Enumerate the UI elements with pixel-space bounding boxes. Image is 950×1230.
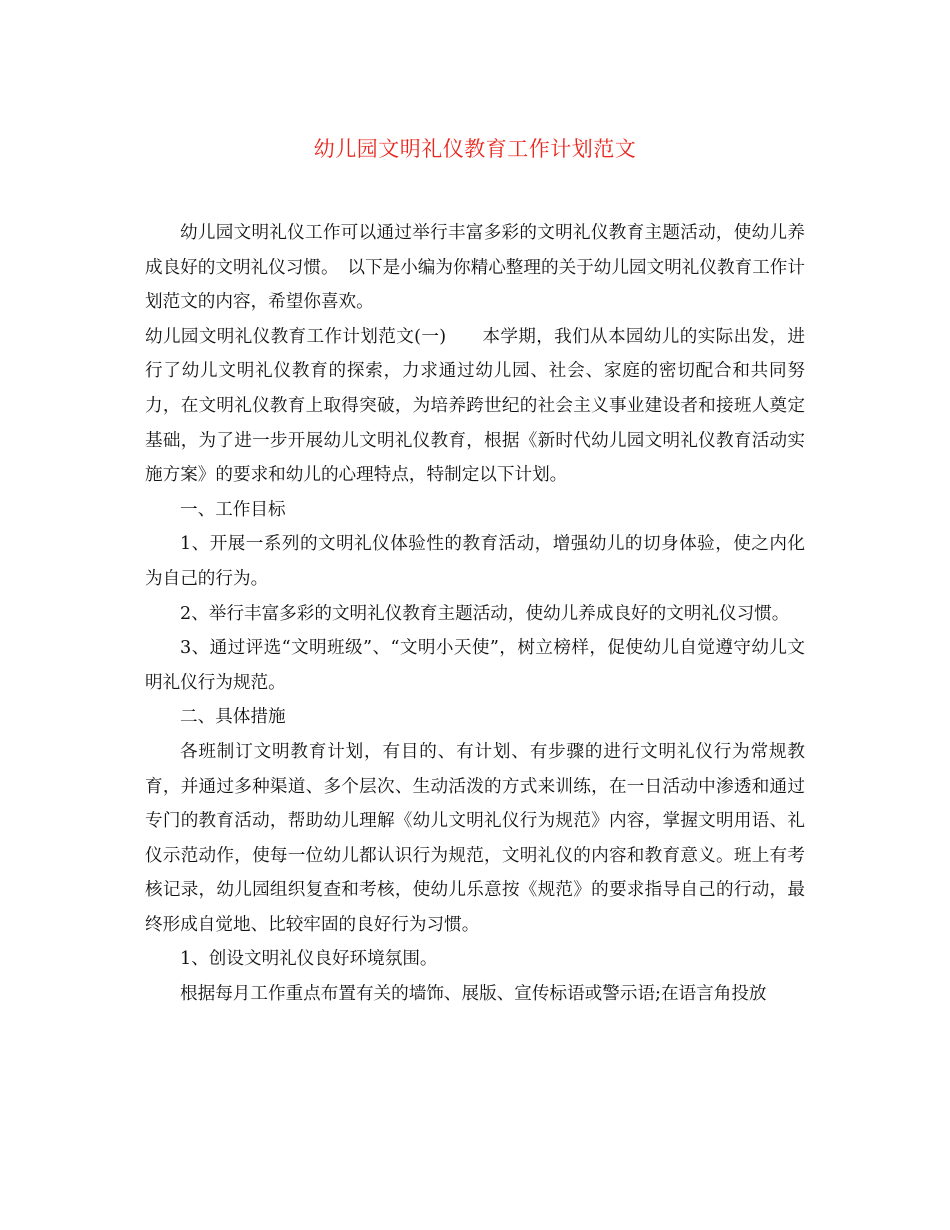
paragraph-measures: 各班制订文明教育计划，有目的、有计划、有步骤的进行文明礼仪行为常规教育，并通过多种渠道、多个层次、生动活泼的方式来训练，在一日活动中渗透和通过专门的教育活动，帮助幼儿理解《幼儿文明礼仪行为规范》内容，掌握文明用语、礼仪示范动作，使每一位幼儿都认识行为规范，文明礼仪的内容和教育意义。班上有考核记录，幼儿园组织复查和考核，使幼儿乐意按《规范》的要求指导自己的行动，最终形成自觉地、比较牢固的良好行为习惯。 — [145, 741, 805, 935]
paragraph-intro: 幼儿园文明礼仪工作可以通过举行丰富多彩的文明礼仪教育主题活动，使幼儿养成良好的文明礼仪习惯。 以下是小编为你精心整理的关于幼儿园文明礼仪教育工作计划范文的内容，希望你喜欢。 — [145, 223, 805, 313]
paragraph-plan-heading: 幼儿园文明礼仪教育工作计划范文(一) 本学期，我们从本园幼儿的实际出发，进行了幼儿文明礼仪教育的探索，力求通过幼儿园、社会、家庭的密切配合和共同努力，在文明礼仪教育上取得突破，为培养跨世纪的社会主义事业建设者和接班人奠定基础，为了进一步开展幼儿文明礼仪教育，根据《新时代幼儿园文明礼仪教育活动实施方案》的要求和幼儿的心理特点，特制定以下计划。 — [145, 326, 805, 486]
section-heading-goals: 一、工作目标 — [180, 499, 286, 520]
section-heading-measures: 二、具体措施 — [180, 707, 286, 728]
document-title: 幼儿园文明礼仪教育工作计划范文 — [313, 137, 637, 161]
paragraph-environment: 根据每月工作重点布置有关的墙饰、展版、宣传标语或警示语;在语言角投放 — [180, 984, 767, 1005]
goal-item-1: 1、开展一系列的文明礼仪体验性的教育活动，增强幼儿的切身体验，使之内化为自己的行为。 — [145, 534, 805, 589]
document-body — [145, 216, 805, 1012]
measure-item-1: 1、创设文明礼仪良好环境氛围。 — [180, 949, 438, 970]
goal-item-2: 2、举行丰富多彩的文明礼仪教育主题活动，使幼儿养成良好的文明礼仪习惯。 — [180, 603, 790, 624]
goal-item-3: 3、通过评选“文明班级”、“文明小天使”，树立榜样，促使幼儿自觉遵守幼儿文明礼仪行为规范。 — [145, 638, 805, 693]
